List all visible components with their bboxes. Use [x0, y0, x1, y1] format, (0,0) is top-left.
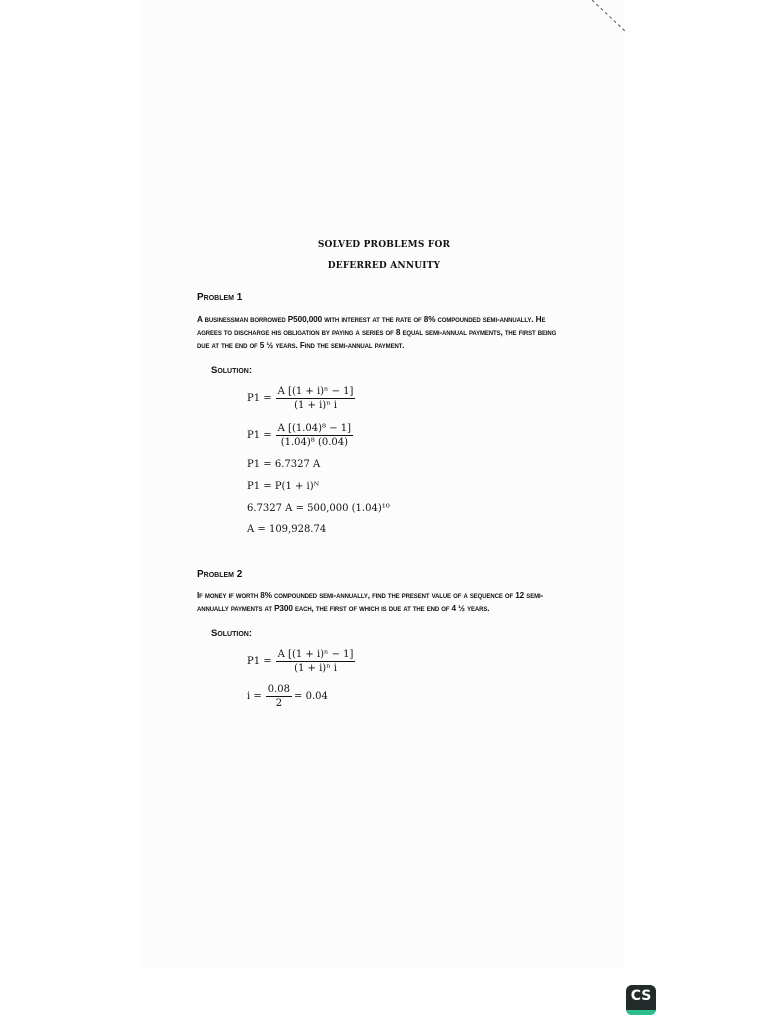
equation-lhs: P1 =	[247, 393, 272, 404]
problem1-equation-1	[247, 386, 355, 411]
logo-text: CS	[630, 988, 652, 1004]
fraction-denominator: (1 + i)ⁿ i	[294, 400, 337, 411]
document-title-line2: DEFERRED ANNUITY	[327, 261, 441, 271]
problem2-equation-1	[247, 649, 355, 674]
problem1-equation-4: P1 = P(1 + i)ᴺ	[247, 481, 320, 492]
problem2-equation-2	[247, 684, 328, 709]
problem1-equation-5: 6.7327 A = 500,000 (1.04)¹⁰	[247, 503, 390, 514]
problem1-text: A businessman borrowed P500,000 with interest at the rate of 8% compounded semi-annually. He agrees to discharge his obligation by paying a series of 8 equal semi-annual payments, the first being due at the end of 5 ½ years. Find the semi-annual payment.	[197, 315, 557, 350]
document-page	[140, 0, 624, 968]
problem1-solution-label: Solution:	[211, 365, 252, 376]
problem1-equation-3: P1 = 6.7327 A	[247, 459, 321, 470]
equation-rhs: = 0.04	[294, 691, 328, 702]
logo-accent-bar	[626, 1010, 656, 1015]
equation-fraction	[266, 684, 292, 709]
problem2-solution-label: Solution:	[211, 628, 252, 639]
camscanner-logo	[626, 985, 656, 1015]
problem1-heading: Problem 1	[197, 292, 243, 303]
dashed-fold-line	[590, 0, 630, 34]
fraction-numerator: A [(1 + i)ⁿ − 1]	[277, 386, 354, 397]
fraction-numerator: A [(1 + i)ⁿ − 1]	[277, 649, 354, 660]
equation-fraction	[276, 649, 356, 674]
document-title-line1: SOLVED PROBLEMS FOR	[317, 240, 451, 250]
fraction-denominator: (1.04)⁸ (0.04)	[280, 437, 349, 448]
problem2-heading: Problem 2	[197, 569, 243, 580]
fraction-denominator: 2	[275, 698, 283, 709]
equation-lhs: P1 =	[247, 430, 272, 441]
equation-fraction	[276, 386, 356, 411]
equation-fraction	[276, 423, 353, 448]
fraction-numerator: 0.08	[267, 684, 291, 695]
equation-lhs: i =	[247, 691, 262, 702]
problem2-text: If money if worth 8% compounded semi-annually, find the present value of a sequence of 12 semi-annually payments at P300 each, the first of which is due at the end of 4 ½ years.	[197, 591, 544, 613]
fraction-denominator: (1 + i)ⁿ i	[294, 663, 337, 674]
equation-lhs: P1 =	[247, 656, 272, 667]
fraction-numerator: A [(1.04)⁸ − 1]	[277, 423, 352, 434]
problem1-equation-6: A = 109,928.74	[247, 524, 327, 535]
problem1-equation-2	[247, 423, 353, 448]
